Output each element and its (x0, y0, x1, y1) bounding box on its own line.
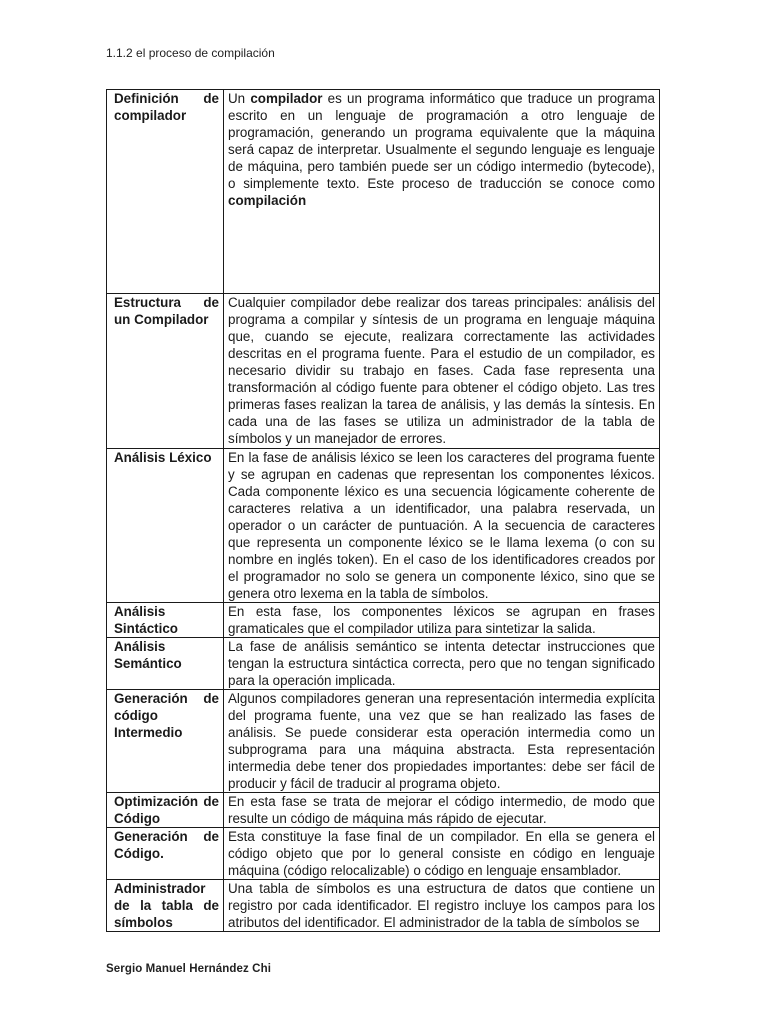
description-cell (224, 90, 660, 294)
term-cell: Análisis Sintáctico (107, 603, 224, 638)
table-row (107, 690, 660, 793)
bold-term: compilador (250, 91, 323, 106)
description-cell: En esta fase, los componentes léxicos se agrupan en frases gramaticales que el compilador utiliza para sintetizar la salida. (224, 603, 660, 638)
author-footer: Sergio Manuel Hernández Chi (106, 963, 272, 975)
description-cell: Cualquier compilador debe realizar dos tareas principales: análisis del programa a compilar y síntesis de un programa en lenguaje máquina que, cuando se ejecute, realizara correctamente las actividades descritas en el programa fuente. Para el estudio de un compilador, es necesario dividir su trabajo en fases. Cada fase representa una transformación al código fuente para obtener el código objeto. Las tres primeras fases realizan la tarea de análisis, y las demás la síntesis. En cada una de las fases se utiliza un administrador de la tabla de símbolos y un manejador de errores. (224, 294, 660, 449)
bold-term: compilación (228, 193, 307, 208)
term-cell: Generación de Código. (107, 828, 224, 880)
term-cell: Administrador de la tabla de símbolos (107, 880, 224, 932)
description-cell: En la fase de análisis léxico se leen los caracteres del programa fuente y se agrupan en cadenas que representan los componentes léxicos. Cada componente léxico es una secuencia lógicamente coherente de caracteres relativa a un identificador, una palabra reservada, un operador o un carácter de puntuación. A la secuencia de caracteres que representa un componente léxico se le llama lexema (o con su nombre en inglés token). En el caso de los identificadores creados por el programador no solo se genera un componente léxico, sino que se genera otro lexema en la tabla de símbolos. (224, 449, 660, 603)
table-row (107, 294, 660, 449)
term-cell: Optimización de Código (107, 793, 224, 828)
description-cell: La fase de análisis semántico se intenta detectar instrucciones que tengan la estructura sintáctica correcta, pero que no tengan significado para la operación implicada. (224, 638, 660, 690)
table-row (107, 880, 660, 932)
compiler-phases-table (106, 89, 660, 932)
term-cell: Generación de código Intermedio (107, 690, 224, 793)
table-row (107, 828, 660, 880)
description-cell: En esta fase se trata de mejorar el código intermedio, de modo que resulte un código de máquina más rápido de ejecutar. (224, 793, 660, 828)
description-cell: Una tabla de símbolos es una estructura de datos que contiene un registro por cada identificador. El registro incluye los campos para los atributos del identificador. El administrador de la tabla de símbolos se (224, 880, 660, 932)
description-text: es un programa informático que traduce un programa escrito en un lenguaje de programación a otro lenguaje de programación, generando un programa equivalente que la máquina será capaz de interpretar. Usualmente el segundo lenguaje es lenguaje de máquina, pero también puede ser un código intermedio (bytecode), o simplemente texto. Este proceso de traducción se conoce como (228, 91, 655, 191)
term-cell: Análisis Léxico (107, 449, 224, 603)
table-row (107, 90, 660, 294)
section-heading: 1.1.2 el proceso de compilación (106, 46, 275, 60)
table-row (107, 638, 660, 690)
table-row (107, 449, 660, 603)
term-cell: Estructura de un Compilador (107, 294, 224, 449)
description-text: Un (228, 91, 251, 106)
term-cell: Definición de compilador (107, 90, 224, 294)
table-row (107, 793, 660, 828)
table-row (107, 603, 660, 638)
term-cell: Análisis Semántico (107, 638, 224, 690)
description-cell: Algunos compiladores generan una representación intermedia explícita del programa fuente, una vez que se han realizado las fases de análisis. Se puede considerar esta operación intermedia como un subprograma para una máquina abstracta. Esta representación intermedia debe tener dos propiedades importantes: debe ser fácil de producir y fácil de traducir al programa objeto. (224, 690, 660, 793)
description-cell: Esta constituye la fase final de un compilador. En ella se genera el código objeto que por lo general consiste en código en lenguaje máquina (código relocalizable) o código en lenguaje ensamblador. (224, 828, 660, 880)
